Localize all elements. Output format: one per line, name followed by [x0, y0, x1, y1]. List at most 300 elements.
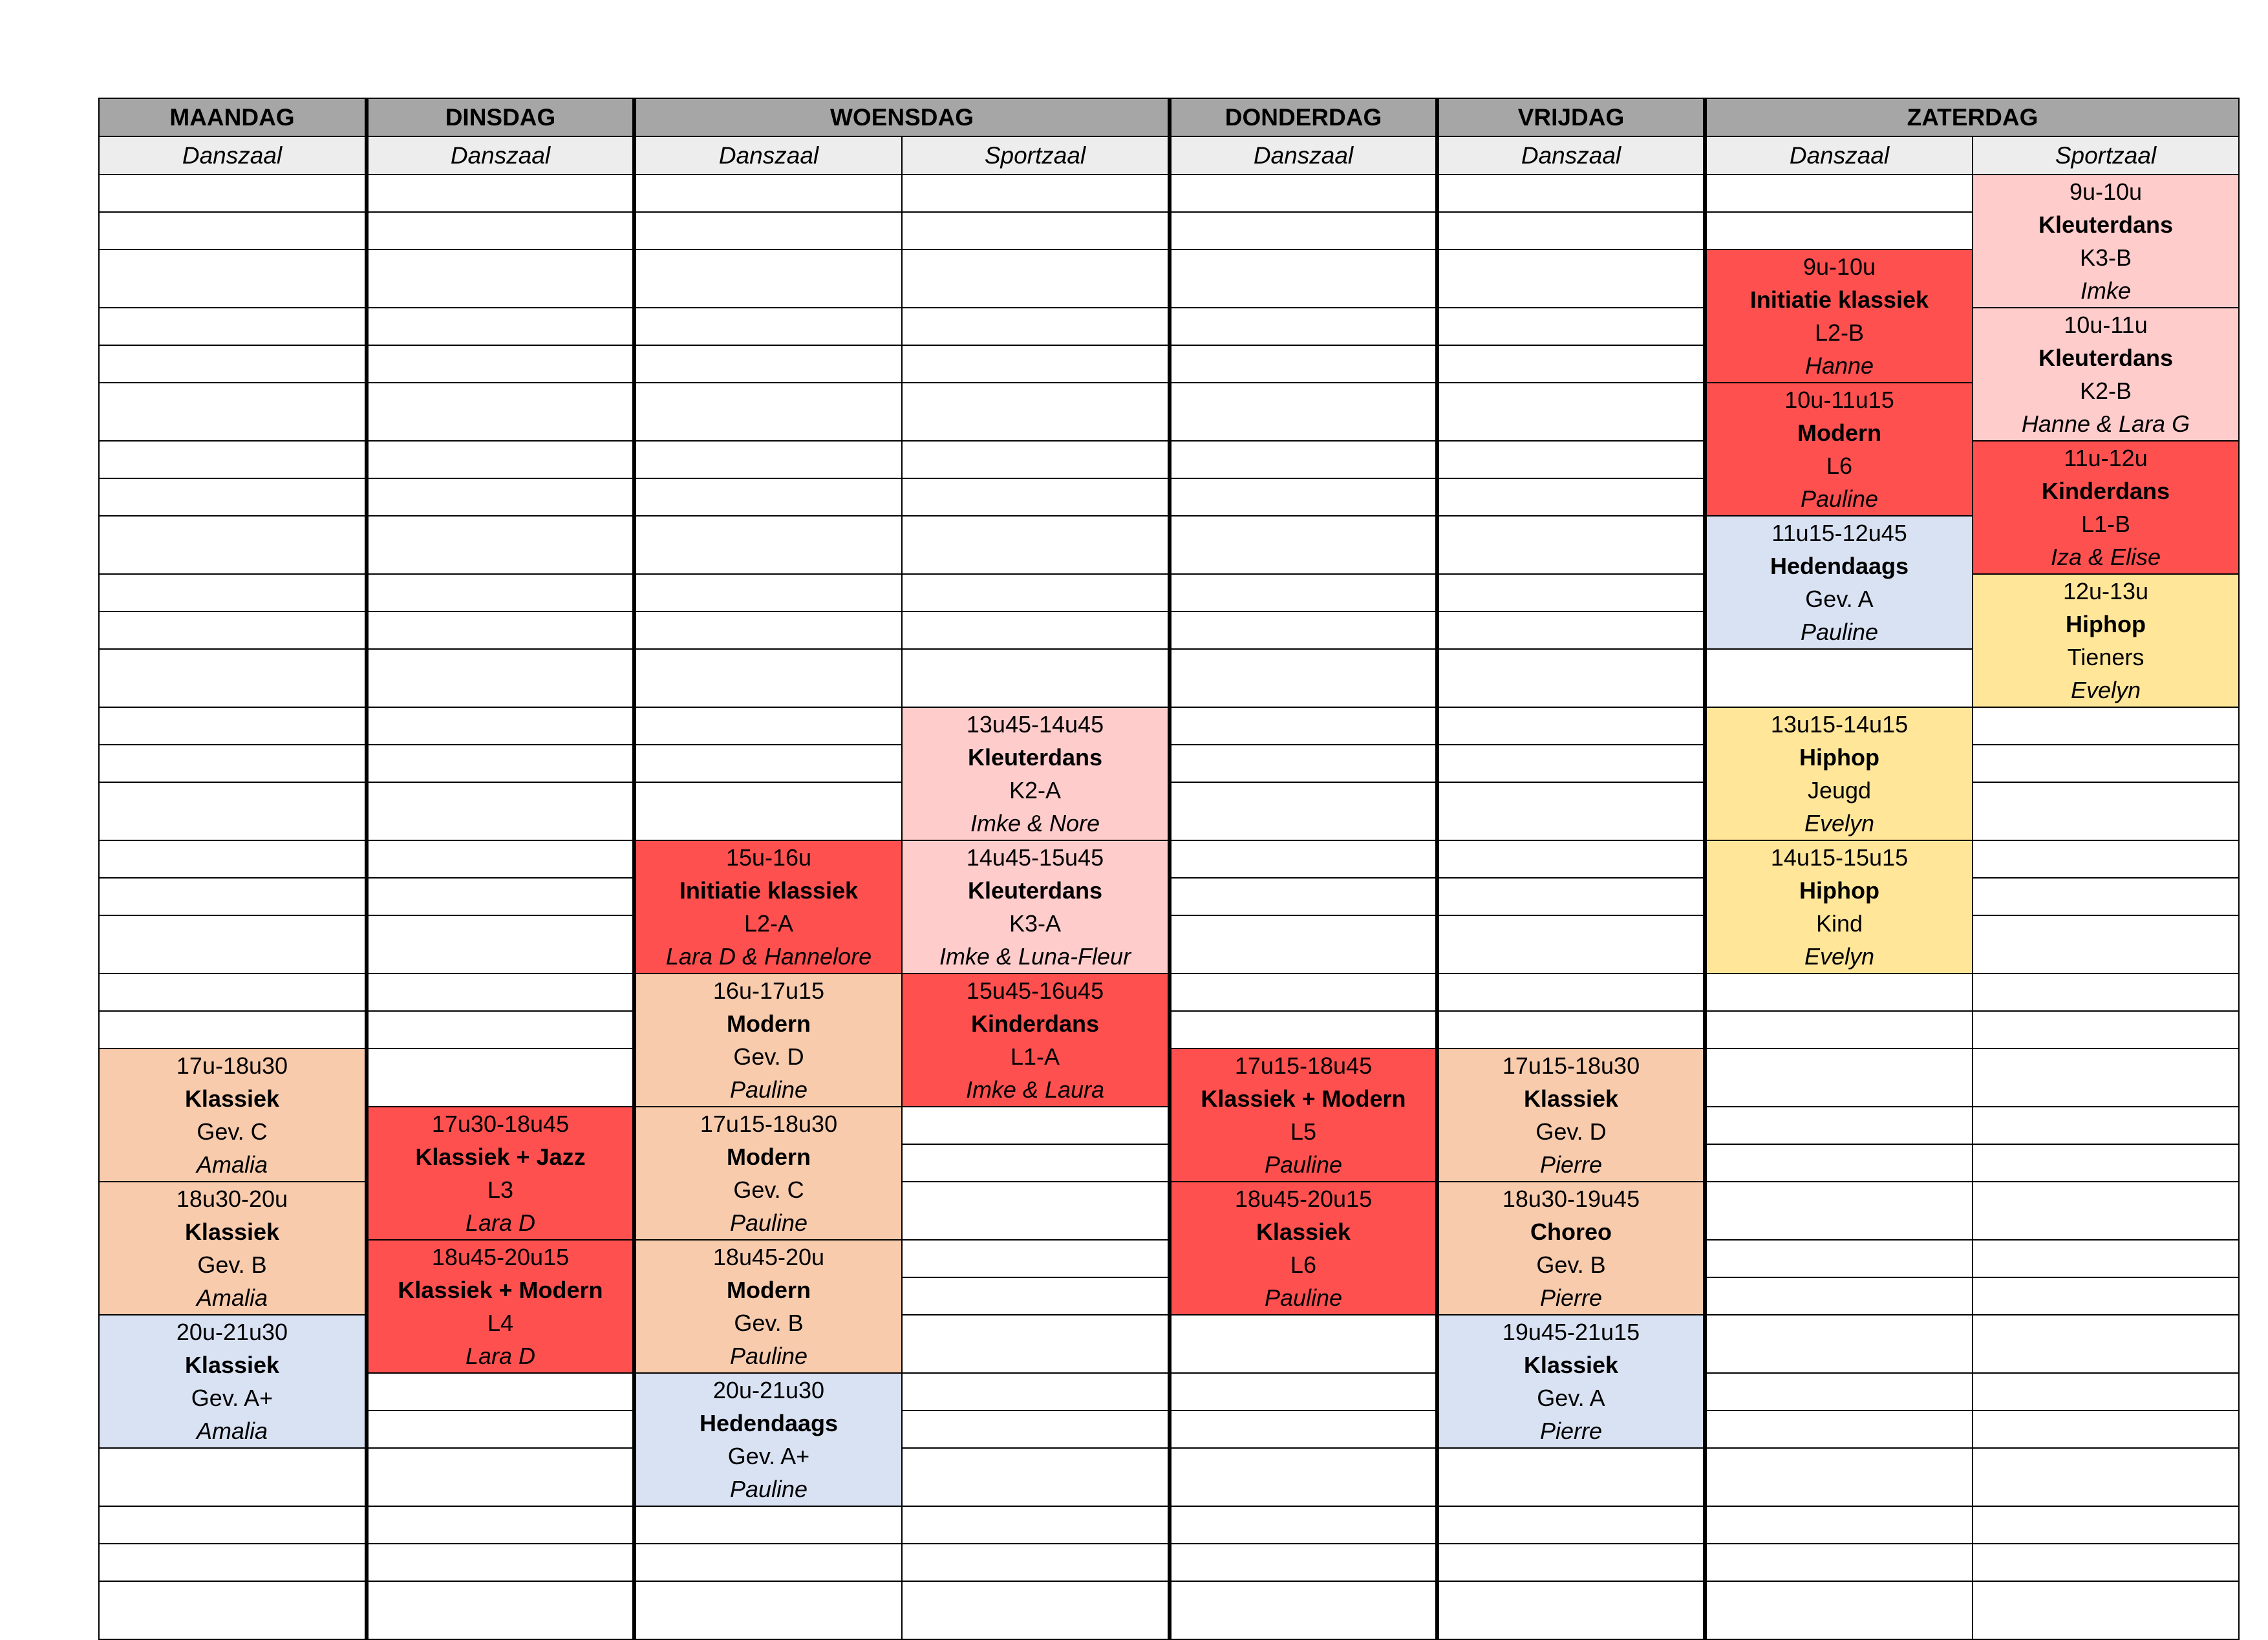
empty-slot: [1437, 175, 1705, 212]
empty-slot: [902, 612, 1170, 649]
empty-slot: [1437, 612, 1705, 649]
lesson-style: Initiatie klassiek: [679, 877, 859, 904]
lesson-block[interactable]: [902, 974, 1170, 1107]
slot-row: [99, 649, 2239, 707]
empty-slot: [99, 441, 367, 478]
slot-row: [99, 840, 2239, 878]
lesson-style: Klassiek: [184, 1219, 280, 1245]
empty-slot: [902, 649, 1170, 707]
lesson-style: Hiphop: [1799, 877, 1879, 904]
empty-slot: [1705, 1240, 1973, 1277]
lesson-style: Klassiek: [1256, 1219, 1351, 1245]
empty-slot: [1973, 782, 2239, 840]
empty-slot: [1973, 915, 2239, 974]
lesson-style: Hedendaags: [1770, 553, 1909, 579]
lesson-block[interactable]: [902, 840, 1170, 974]
empty-slot: [367, 1544, 634, 1581]
lesson-time: 17u15-18u30: [1502, 1052, 1640, 1079]
empty-slot: [1705, 175, 1973, 212]
lesson-time: 15u45-16u45: [966, 977, 1104, 1004]
empty-slot: [367, 707, 634, 745]
lesson-teacher: Evelyn: [1804, 810, 1875, 836]
empty-slot: [902, 1506, 1170, 1544]
empty-slot: [1170, 974, 1437, 1011]
empty-slot: [99, 915, 367, 974]
empty-slot: [634, 1506, 902, 1544]
lesson-teacher: Pauline: [1800, 485, 1879, 512]
empty-slot: [367, 1049, 634, 1107]
empty-slot: [1705, 1144, 1973, 1182]
lesson-teacher: Amalia: [196, 1151, 268, 1178]
empty-slot: [902, 1544, 1170, 1581]
slot-row: [99, 175, 2239, 212]
lesson-group: L1-A: [1010, 1043, 1060, 1070]
lesson-group: Gev. C: [197, 1118, 268, 1145]
empty-slot: [1437, 707, 1705, 745]
empty-slot: [1705, 1448, 1973, 1506]
lesson-style: Klassiek: [1523, 1352, 1619, 1378]
empty-slot: [367, 745, 634, 782]
empty-slot: [99, 840, 367, 878]
empty-slot: [1973, 1373, 2239, 1411]
lesson-style: Choreo: [1530, 1219, 1612, 1245]
empty-slot: [1705, 1411, 1973, 1448]
lesson-time: 20u-21u30: [712, 1377, 825, 1403]
empty-slot: [1705, 1011, 1973, 1049]
empty-slot: [99, 649, 367, 707]
slot-row: [99, 1506, 2239, 1544]
empty-slot: [1437, 1581, 1705, 1639]
empty-slot: [367, 383, 634, 441]
empty-slot: [634, 649, 902, 707]
lesson-block[interactable]: [634, 1240, 902, 1373]
empty-slot: [99, 782, 367, 840]
lesson-group: Gev. B: [734, 1310, 804, 1336]
lesson-time: 17u15-18u45: [1234, 1052, 1373, 1079]
lesson-teacher: Evelyn: [1804, 943, 1875, 970]
lesson-group: L2-B: [1814, 319, 1865, 346]
empty-slot: [1973, 1107, 2239, 1144]
day-header-row: [99, 98, 2239, 136]
empty-slot: [99, 574, 367, 612]
empty-slot: [367, 516, 634, 574]
day-header: DINSDAG: [367, 98, 634, 136]
empty-slot: [99, 707, 367, 745]
empty-slot: [367, 212, 634, 250]
empty-slot: [367, 649, 634, 707]
lesson-time: 16u-17u15: [712, 977, 825, 1004]
lesson-group: L1-B: [2081, 511, 2131, 537]
lesson-time: 11u-12u: [2064, 445, 2148, 471]
empty-slot: [1973, 878, 2239, 915]
empty-slot: [367, 1011, 634, 1049]
empty-slot: [1170, 345, 1437, 383]
empty-slot: [367, 840, 634, 878]
empty-slot: [1170, 212, 1437, 250]
lesson-block[interactable]: [1973, 574, 2239, 707]
room-header: Danszaal: [1437, 136, 1705, 175]
lesson-time: 14u45-15u45: [966, 844, 1104, 871]
empty-slot: [1705, 1581, 1973, 1639]
empty-slot: [99, 308, 367, 345]
empty-slot: [1170, 745, 1437, 782]
lesson-time: 14u15-15u15: [1770, 844, 1909, 871]
lesson-style: Kleuterdans: [967, 877, 1103, 904]
lesson-teacher: Imke & Luna-Fleur: [939, 943, 1131, 970]
timetable: [98, 98, 2240, 1640]
empty-slot: [367, 250, 634, 308]
lesson-time: 12u-13u: [2062, 578, 2149, 604]
lesson-teacher: Imke & Laura: [965, 1076, 1105, 1103]
lesson-style: Klassiek: [184, 1085, 280, 1112]
empty-slot: [1170, 383, 1437, 441]
empty-slot: [367, 345, 634, 383]
empty-slot: [1170, 516, 1437, 574]
slot-row: [99, 1411, 2239, 1448]
empty-slot: [99, 516, 367, 574]
empty-slot: [1705, 1182, 1973, 1240]
lesson-block[interactable]: [99, 1182, 367, 1315]
lesson-block[interactable]: [1437, 1049, 1705, 1182]
lesson-group: L4: [487, 1310, 514, 1336]
slot-row: [99, 707, 2239, 745]
empty-slot: [367, 574, 634, 612]
empty-slot: [902, 516, 1170, 574]
empty-slot: [902, 1581, 1170, 1639]
lesson-group: L6: [1826, 453, 1853, 479]
empty-slot: [1170, 1448, 1437, 1506]
lesson-group: L2-A: [744, 910, 794, 937]
empty-slot: [1973, 1011, 2239, 1049]
empty-slot: [902, 345, 1170, 383]
empty-slot: [1973, 840, 2239, 878]
lesson-group: Kind: [1815, 910, 1863, 937]
lesson-time: 13u15-14u15: [1770, 711, 1909, 738]
lesson-style: Modern: [727, 1144, 811, 1170]
room-header-row: [99, 136, 2239, 175]
empty-slot: [367, 1506, 634, 1544]
lesson-group: Gev. B: [197, 1251, 267, 1278]
empty-slot: [1170, 478, 1437, 516]
lesson-style: Hedendaags: [699, 1410, 839, 1436]
empty-slot: [1973, 1144, 2239, 1182]
lesson-teacher: Evelyn: [2070, 677, 2141, 703]
empty-slot: [634, 383, 902, 441]
empty-slot: [99, 1544, 367, 1581]
lesson-block[interactable]: [1437, 1315, 1705, 1448]
empty-slot: [367, 782, 634, 840]
empty-slot: [634, 1544, 902, 1581]
lesson-block[interactable]: [1705, 383, 1973, 516]
lesson-style: Klassiek + Modern: [398, 1277, 603, 1303]
lesson-group: Gev. D: [733, 1043, 804, 1070]
lesson-style: Kleuterdans: [2038, 211, 2174, 238]
lesson-time: 15u-16u: [725, 844, 812, 871]
lesson-group: K3-B: [2079, 244, 2132, 271]
empty-slot: [1705, 1315, 1973, 1373]
empty-slot: [634, 782, 902, 840]
empty-slot: [1705, 974, 1973, 1011]
room-header: Danszaal: [634, 136, 902, 175]
empty-slot: [367, 1411, 634, 1448]
lesson-block[interactable]: [1170, 1049, 1437, 1182]
lesson-time: 9u-10u: [1803, 253, 1876, 280]
lesson-time: 17u15-18u30: [700, 1111, 838, 1137]
empty-slot: [99, 1011, 367, 1049]
empty-slot: [1170, 915, 1437, 974]
slot-row: [99, 212, 2239, 250]
lesson-group: Gev. A: [1537, 1385, 1605, 1411]
lesson-teacher: Lara D: [465, 1343, 536, 1369]
empty-slot: [1170, 782, 1437, 840]
lesson-block[interactable]: [634, 974, 902, 1107]
empty-slot: [1437, 383, 1705, 441]
lesson-group: Gev. B: [1536, 1251, 1606, 1278]
empty-slot: [367, 1373, 634, 1411]
lesson-time: 18u45-20u15: [431, 1244, 570, 1270]
empty-slot: [1437, 1448, 1705, 1506]
empty-slot: [634, 212, 902, 250]
lesson-teacher: Hanne: [1804, 352, 1874, 379]
lesson-time: 13u45-14u45: [966, 711, 1104, 738]
empty-slot: [1170, 1411, 1437, 1448]
empty-slot: [902, 478, 1170, 516]
empty-slot: [902, 1411, 1170, 1448]
lesson-style: Kleuterdans: [2038, 345, 2174, 371]
empty-slot: [902, 1182, 1170, 1240]
slot-row: [99, 1581, 2239, 1639]
day-header: DONDERDAG: [1170, 98, 1437, 136]
empty-slot: [367, 308, 634, 345]
lesson-group: Jeugd: [1807, 777, 1872, 804]
lesson-group: L6: [1290, 1251, 1317, 1278]
empty-slot: [1170, 612, 1437, 649]
lesson-block[interactable]: [1705, 516, 1973, 649]
lesson-style: Klassiek: [1523, 1085, 1619, 1112]
empty-slot: [1973, 1315, 2239, 1373]
lesson-style: Modern: [727, 1010, 811, 1037]
room-header: Danszaal: [367, 136, 634, 175]
lesson-block[interactable]: [99, 1049, 367, 1182]
lesson-style: Klassiek + Jazz: [415, 1144, 586, 1170]
empty-slot: [1437, 516, 1705, 574]
lesson-style: Kinderdans: [2041, 478, 2170, 504]
empty-slot: [99, 1581, 367, 1639]
lesson-teacher: Iza & Elise: [2050, 544, 2161, 570]
lesson-teacher: Pauline: [729, 1343, 808, 1369]
lesson-style: Hiphop: [2066, 611, 2146, 637]
lesson-block[interactable]: [1973, 175, 2239, 308]
empty-slot: [367, 612, 634, 649]
lesson-group: Gev. A+: [191, 1385, 273, 1411]
lesson-group: Gev. A+: [727, 1443, 810, 1469]
empty-slot: [1973, 1182, 2239, 1240]
slot-row: [99, 516, 2239, 574]
empty-slot: [1437, 250, 1705, 308]
empty-slot: [1437, 212, 1705, 250]
lesson-block[interactable]: [1437, 1182, 1705, 1315]
empty-slot: [902, 212, 1170, 250]
empty-slot: [1170, 1544, 1437, 1581]
empty-slot: [1170, 1581, 1437, 1639]
room-header: Danszaal: [99, 136, 367, 175]
empty-slot: [634, 745, 902, 782]
empty-slot: [367, 974, 634, 1011]
empty-slot: [1973, 745, 2239, 782]
empty-slot: [1437, 974, 1705, 1011]
empty-slot: [902, 1315, 1170, 1373]
lesson-block[interactable]: [1973, 441, 2239, 574]
empty-slot: [634, 345, 902, 383]
empty-slot: [902, 175, 1170, 212]
empty-slot: [99, 212, 367, 250]
lesson-block[interactable]: [1705, 250, 1973, 383]
empty-slot: [1437, 1011, 1705, 1049]
empty-slot: [634, 612, 902, 649]
empty-slot: [367, 478, 634, 516]
day-header: ZATERDAG: [1705, 98, 2239, 136]
empty-slot: [634, 175, 902, 212]
room-header: Sportzaal: [902, 136, 1170, 175]
empty-slot: [1437, 840, 1705, 878]
lesson-teacher: Pierre: [1539, 1151, 1603, 1178]
empty-slot: [902, 250, 1170, 308]
lesson-group: Gev. D: [1535, 1118, 1607, 1145]
empty-slot: [367, 175, 634, 212]
empty-slot: [99, 878, 367, 915]
empty-slot: [634, 707, 902, 745]
lesson-time: 11u15-12u45: [1771, 520, 1907, 546]
empty-slot: [367, 915, 634, 974]
slot-row: [99, 1373, 2239, 1411]
lesson-block[interactable]: [367, 1240, 634, 1373]
lesson-teacher: Pauline: [729, 1076, 808, 1103]
empty-slot: [1973, 974, 2239, 1011]
lesson-style: Modern: [727, 1277, 811, 1303]
empty-slot: [902, 1240, 1170, 1277]
empty-slot: [1170, 649, 1437, 707]
empty-slot: [902, 383, 1170, 441]
empty-slot: [1437, 441, 1705, 478]
empty-slot: [1437, 478, 1705, 516]
empty-slot: [634, 308, 902, 345]
empty-slot: [1705, 649, 1973, 707]
empty-slot: [1437, 574, 1705, 612]
empty-slot: [367, 1448, 634, 1506]
lesson-block[interactable]: [367, 1107, 634, 1240]
room-header: Danszaal: [1705, 136, 1973, 175]
lesson-block[interactable]: [1973, 308, 2239, 441]
empty-slot: [99, 345, 367, 383]
empty-slot: [634, 478, 902, 516]
empty-slot: [1973, 1544, 2239, 1581]
lesson-style: Kleuterdans: [967, 744, 1103, 771]
lesson-teacher: Amalia: [196, 1284, 268, 1311]
empty-slot: [1437, 345, 1705, 383]
lesson-teacher: Pauline: [1264, 1284, 1343, 1311]
lesson-time: 18u30-20u: [176, 1186, 288, 1212]
empty-slot: [1973, 1277, 2239, 1315]
room-header: Sportzaal: [1973, 136, 2239, 175]
lesson-block[interactable]: [902, 707, 1170, 840]
lesson-block[interactable]: [634, 1107, 902, 1240]
lesson-group: Tieners: [2067, 644, 2145, 670]
empty-slot: [1437, 1544, 1705, 1581]
lesson-block[interactable]: [99, 1315, 367, 1448]
lesson-time: 9u-10u: [2069, 178, 2143, 205]
empty-slot: [99, 175, 367, 212]
lesson-block[interactable]: [634, 1373, 902, 1506]
empty-slot: [1170, 707, 1437, 745]
empty-slot: [1437, 649, 1705, 707]
slot-row: [99, 1544, 2239, 1581]
lesson-teacher: Imke: [2081, 277, 2132, 304]
empty-slot: [634, 250, 902, 308]
empty-slot: [1437, 745, 1705, 782]
empty-slot: [99, 745, 367, 782]
empty-slot: [367, 1581, 634, 1639]
day-header: VRIJDAG: [1437, 98, 1705, 136]
empty-slot: [1170, 574, 1437, 612]
lesson-teacher: Pauline: [1800, 619, 1879, 645]
empty-slot: [634, 516, 902, 574]
empty-slot: [1705, 1544, 1973, 1581]
lesson-block[interactable]: [1170, 1182, 1437, 1315]
day-header: MAANDAG: [99, 98, 367, 136]
empty-slot: [367, 878, 634, 915]
empty-slot: [99, 974, 367, 1011]
empty-slot: [1437, 915, 1705, 974]
lesson-teacher: Hanne & Lara G: [2021, 410, 2190, 437]
lesson-block[interactable]: [1705, 840, 1973, 974]
empty-slot: [902, 308, 1170, 345]
empty-slot: [1973, 1448, 2239, 1506]
lesson-block[interactable]: [1705, 707, 1973, 840]
empty-slot: [1973, 1049, 2239, 1107]
empty-slot: [99, 1448, 367, 1506]
lesson-time: 18u45-20u15: [1234, 1186, 1373, 1212]
empty-slot: [1170, 1373, 1437, 1411]
empty-slot: [902, 1373, 1170, 1411]
empty-slot: [99, 250, 367, 308]
lesson-time: 18u45-20u: [712, 1244, 825, 1270]
empty-slot: [99, 478, 367, 516]
empty-slot: [1705, 1107, 1973, 1144]
empty-slot: [634, 574, 902, 612]
slot-row: [99, 250, 2239, 308]
lesson-style: Modern: [1797, 420, 1881, 446]
lesson-teacher: Pierre: [1539, 1284, 1603, 1311]
empty-slot: [99, 383, 367, 441]
time-slots: [99, 175, 2239, 1639]
lesson-teacher: Lara D: [465, 1209, 536, 1236]
lesson-teacher: Pauline: [729, 1209, 808, 1236]
empty-slot: [1170, 840, 1437, 878]
empty-slot: [99, 1506, 367, 1544]
empty-slot: [367, 441, 634, 478]
slot-row: [99, 1448, 2239, 1506]
empty-slot: [1437, 1506, 1705, 1544]
lesson-teacher: Pauline: [1264, 1151, 1343, 1178]
empty-slot: [1705, 1506, 1973, 1544]
slot-row: [99, 974, 2239, 1011]
lesson-time: 18u30-19u45: [1502, 1186, 1640, 1212]
empty-slot: [1170, 1011, 1437, 1049]
lesson-block[interactable]: [634, 840, 902, 974]
empty-slot: [1705, 212, 1973, 250]
lesson-teacher: Pierre: [1539, 1418, 1603, 1444]
empty-slot: [1170, 308, 1437, 345]
